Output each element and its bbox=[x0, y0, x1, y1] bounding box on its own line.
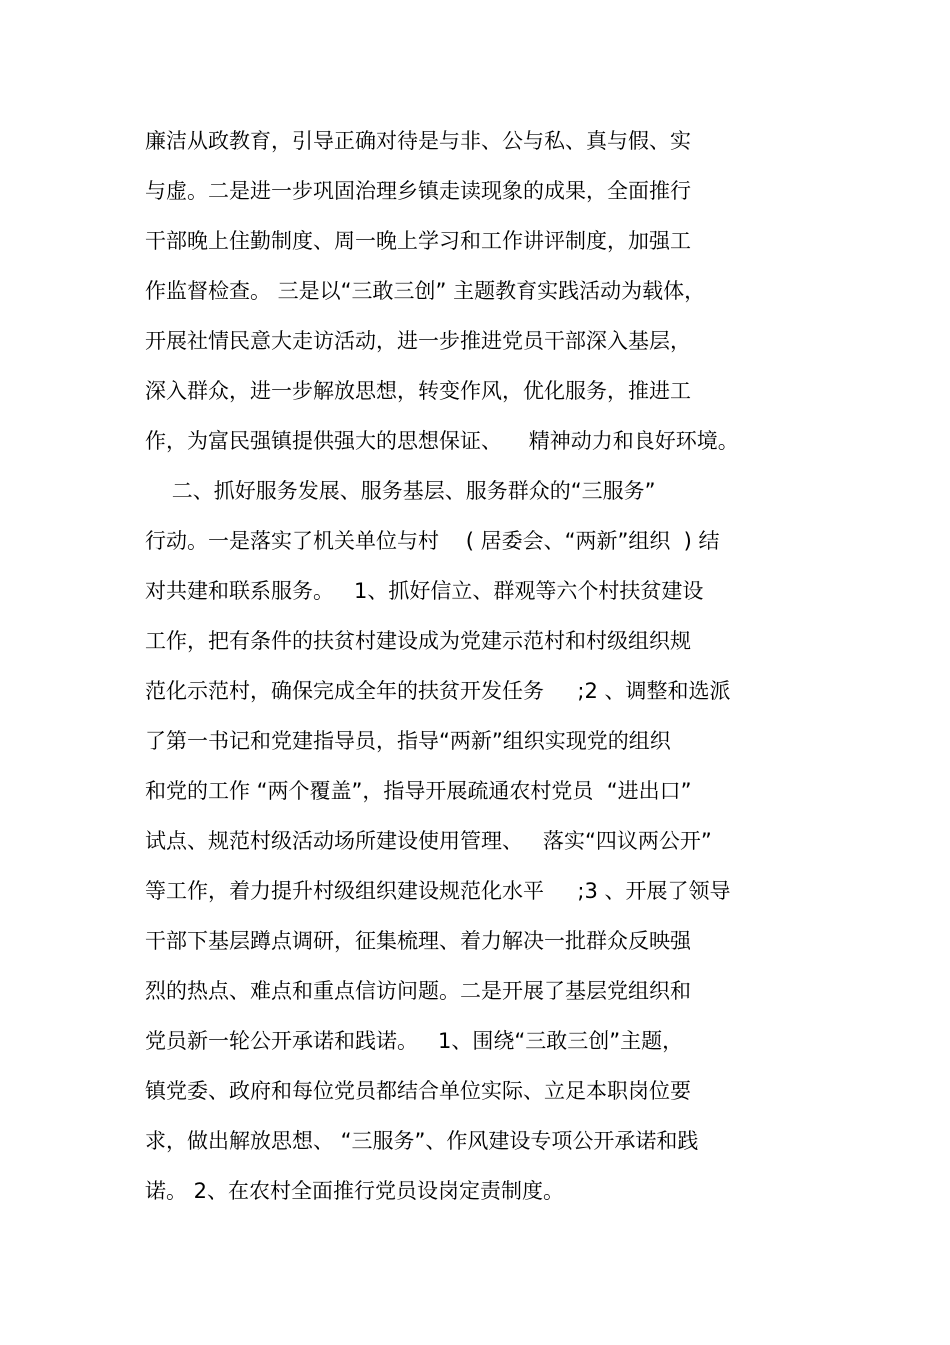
text-line: 廉洁从政教育，引导正确对待是与非、公与私、真与假、实 bbox=[145, 129, 691, 153]
text-line: 作监督检查。 三是以“三敢三创” 主题教育实践活动为载体， bbox=[145, 279, 706, 303]
text-line: 求，做出解放思想、 “三服务”、作风建设专项公开承诺和践 bbox=[145, 1129, 699, 1153]
text-line: 干部下基层蹲点调研，征集梳理、着力解决一批群众反映强 bbox=[145, 929, 691, 953]
text-line: 试点、规范村级活动场所建设使用管理、 落实“四议两公开” bbox=[145, 829, 712, 853]
text-line: 镇党委、政府和每位党员都结合单位实际、立足本职岗位要 bbox=[145, 1079, 691, 1103]
text-line: 等工作，着力提升村级组织建设规范化水平 ;3 、开展了领导 bbox=[145, 879, 731, 903]
text-line: 党员新一轮公开承诺和践诺。 1、围绕“三敢三创”主题， bbox=[145, 1029, 684, 1053]
text-line: 范化示范村，确保完成全年的扶贫开发任务 ;2 、调整和选派 bbox=[145, 679, 731, 703]
text-line: 深入群众，进一步解放思想，转变作风，优化服务，推进工 bbox=[145, 379, 691, 403]
text-line: 开展社情民意大走访活动，进一步推进党员干部深入基层， bbox=[145, 329, 691, 353]
text-line: 工作，把有条件的扶贫村建设成为党建示范村和村级组织规 bbox=[145, 629, 691, 653]
text-line: 作，为富民强镇提供强大的思想保证、 精神动力和良好环境。 bbox=[145, 429, 739, 453]
text-line: 诺。 2、在农村全面推行党员设岗定责制度。 bbox=[145, 1179, 565, 1203]
text-line: 和党的工作 “两个覆盖”，指导开展疏通农村党员 “进出口” bbox=[145, 779, 692, 803]
text-line: 对共建和联系服务。 1、抓好信立、群观等六个村扶贫建设 bbox=[145, 579, 704, 603]
text-line: 干部晚上住勤制度、周一晚上学习和工作讲评制度，加强工 bbox=[145, 229, 691, 253]
text-line: 行动。一是落实了机关单位与村 ( 居委会、“两新”组织 ) 结 bbox=[145, 529, 720, 553]
text-line: 二、抓好服务发展、服务基层、服务群众的“三服务” bbox=[145, 479, 656, 503]
text-line: 烈的热点、难点和重点信访问题。二是开展了基层党组织和 bbox=[145, 979, 691, 1003]
text-line: 与虚。二是进一步巩固治理乡镇走读现象的成果，全面推行 bbox=[145, 179, 691, 203]
text-line: 了第一书记和党建指导员，指导“两新”组织实现党的组织 bbox=[145, 729, 671, 753]
